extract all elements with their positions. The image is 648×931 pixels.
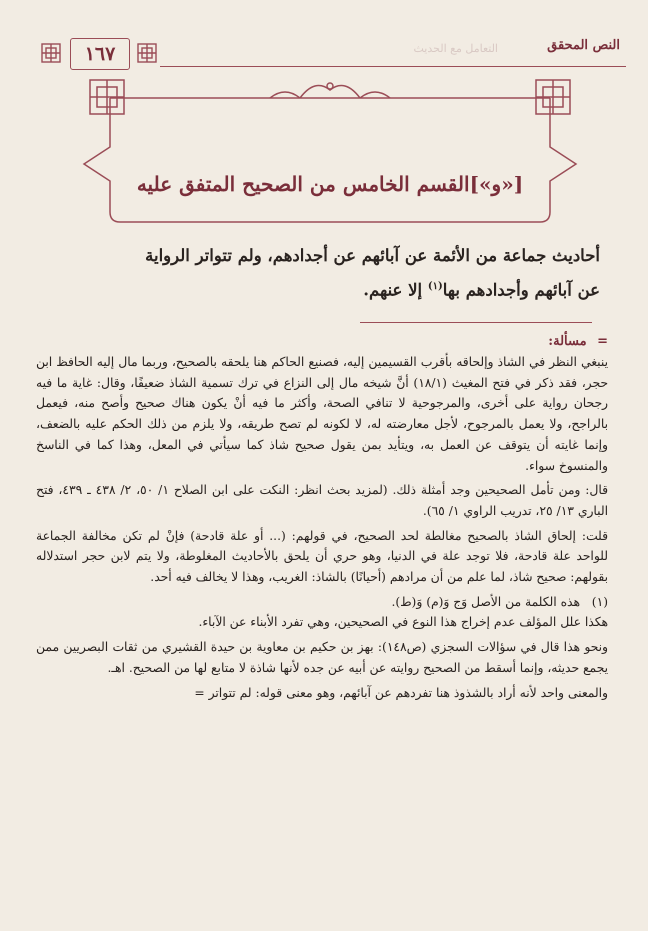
- page-number: ١٦٧: [70, 38, 130, 70]
- main-text-line-2-start: عن آبائهم وأجدادهم بها: [442, 280, 600, 300]
- note-paragraph: هكذا علل المؤلف عدم إخراج هذا النوع في الصحيحين، وهي تفرد الأبناء عن الآباء.: [198, 615, 608, 630]
- main-text-line-2: [40, 271, 600, 306]
- main-text: [40, 240, 600, 306]
- footnote-number: (١): [591, 594, 608, 609]
- note-paragraph: قلت: إلحاق الشاذ بالصحيح مغالطة لحد الصحيح، في قولهم: (... أو علة قادحة) فإنْ لم تكن مخالفة الجماعة للواحد علة قادحة، فلا توجد علة في الدنيا، وهو حري أن يلحق بالأحاديث المغلوطة، ولا يتم لابن حجر استدلاله بقولهم: صحيح شاذ، لما علم من أن مرادهم (أحيانًا) بالشاذ: الغريب، وهذا لا يخالف فيه أحد.: [36, 528, 608, 585]
- footnotes: [36, 332, 608, 703]
- main-text-line-2-end: إلا عنهم.: [363, 280, 428, 300]
- title-frame-ornament: [70, 72, 590, 232]
- footnote-item: [36, 592, 608, 613]
- note-paragraph: قال: ومن تأمل الصحيحين وجد أمثلة ذلك. (لمزيد بحث انظر: النكت على ابن الصلاح ١/ ٥٠، ٢/ ٤٣٨ ـ ٤٣٩، فتح الباري ١٣/ ٢٥، تدريب الراوي ١/ ٦٥).: [36, 483, 608, 518]
- note-paragraph: والمعنى واحد لأنه أراد بالشذوذ هنا تفردهم عن آبائهم، وهو معنى قوله: لم تتواتر =: [194, 685, 608, 700]
- note-paragraph: ينبغي النظر في الشاذ وإلحاقه بأقرب القسيمين إليه، فصنيع الحاكم هنا يلحقه بالصحيح، وربما مال إليه الحافظ ابن حجر، فقد ذكر في فتح المغيث (١٨/١) أنَّ شيخه مال إلى النزاع في ترك تسمية الشاذ ضعيفًا، وقال: غاية ما فيه رجحان رواية على أخرى، والمرجوحية لا تنافي الصحة، وأكثر ما فيه أنْ يكون هناك صحيح وأصح منه، فيعمل بالراجح، ولا يعمل بالمرجوح، لأجل معارضته له، لا لكونه لم تصح طريقه، ولا يلزم من ذلك الحكم عليه بالضعف، وإنما غايته أن يتوقف عن العمل به، ويتأيد بمن يقول صحيح شاذ كما سيأتي في المعل، وهذا كما في الناسخ والمنسوخ سواء.: [36, 355, 608, 473]
- running-title: النص المحقق: [547, 38, 620, 53]
- continuation-marker: =: [597, 334, 608, 349]
- footnote-text: هذه الكلمة من الأصل وَج وَ(م) وَ(ط).: [391, 594, 580, 609]
- bleed-through-text: التعامل مع الحديث: [413, 42, 498, 55]
- note-heading-label: مسألة:: [548, 334, 587, 349]
- footnote-reference: (١): [427, 281, 443, 292]
- section-title: [«و»]القسم الخامس من الصحيح المتفق عليه: [136, 172, 524, 196]
- ornament-knot-icon: [38, 40, 64, 66]
- footnote-separator: [360, 322, 592, 323]
- note-heading: [36, 332, 608, 352]
- ornament-knot-icon: [134, 40, 160, 66]
- note-paragraph: ونحو هذا قال في سؤالات السجزي (ص١٤٨): بهز بن حكيم بن معاوية بن حيدة القشيري من ثقات البصريين ممن يجمع حديثه، وإنما أسقط من الصحيح روايته عن أبيه عن جده لأنها شاذة لا متابع لها من الصحيح. اهـ.: [36, 640, 608, 675]
- main-text-line-1: أحاديث جماعة من الأئمة عن آبائهم عن أجدادهم، ولم تتواتر الرواية: [145, 246, 600, 265]
- header-rule: [160, 66, 626, 67]
